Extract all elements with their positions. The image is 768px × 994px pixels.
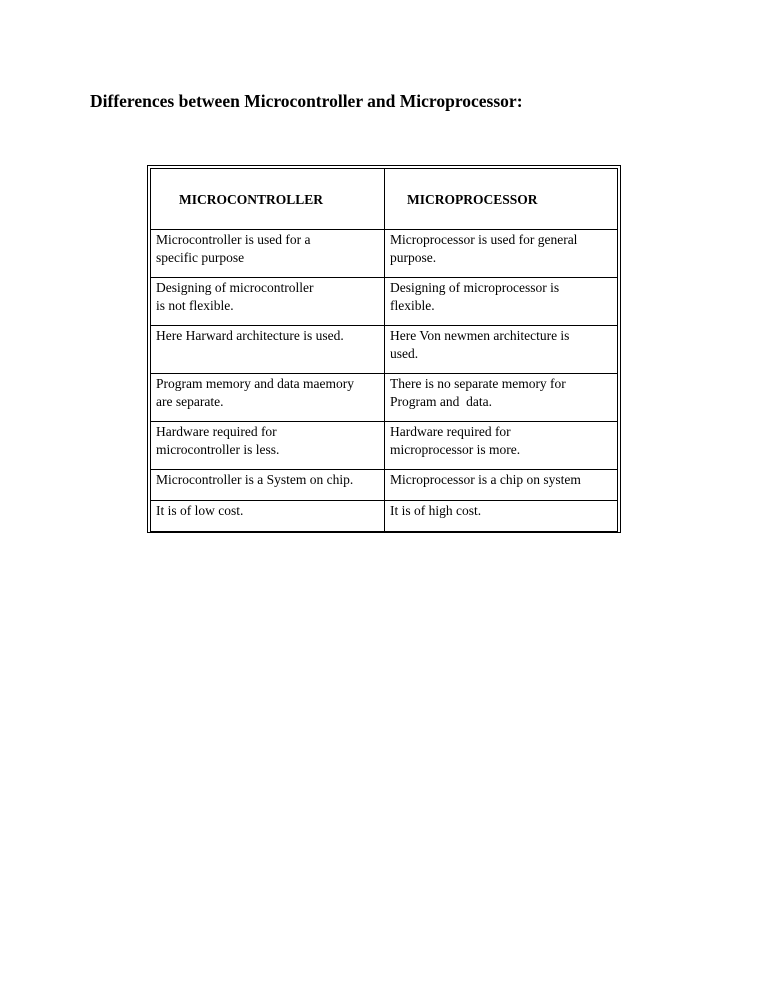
comparison-table bbox=[150, 168, 618, 532]
table-cell-microcontroller: Microcontroller is a System on chip. bbox=[151, 470, 385, 501]
table-cell-microprocessor: Designing of microprocessor is flexible. bbox=[385, 278, 618, 326]
table-row bbox=[151, 230, 618, 278]
table-cell-microprocessor: There is no separate memory for Program and data. bbox=[385, 374, 618, 422]
table-row bbox=[151, 326, 618, 374]
table-row bbox=[151, 422, 618, 470]
table-row bbox=[151, 501, 618, 532]
table-cell-microprocessor: Microprocessor is used for general purpose. bbox=[385, 230, 618, 278]
column-header-microprocessor: MICROPROCESSOR bbox=[385, 169, 618, 230]
table-cell-microcontroller: Here Harward architecture is used. bbox=[151, 326, 385, 374]
table-cell-microprocessor: Here Von newmen architecture is used. bbox=[385, 326, 618, 374]
table-cell-microprocessor: Microprocessor is a chip on system bbox=[385, 470, 618, 501]
table-cell-microcontroller: Hardware required for microcontroller is less. bbox=[151, 422, 385, 470]
table-cell-microcontroller: Microcontroller is used for a specific purpose bbox=[151, 230, 385, 278]
table-cell-microcontroller: It is of low cost. bbox=[151, 501, 385, 532]
page-title: Differences between Microcontroller and Microprocessor: bbox=[90, 91, 523, 111]
comparison-table-frame bbox=[147, 165, 621, 533]
table-cell-microcontroller: Designing of microcontroller is not flexible. bbox=[151, 278, 385, 326]
table-row bbox=[151, 470, 618, 501]
table-cell-microcontroller: Program memory and data maemory are separate. bbox=[151, 374, 385, 422]
table-header-row bbox=[151, 169, 618, 230]
column-header-microcontroller: MICROCONTROLLER bbox=[151, 169, 385, 230]
table-row bbox=[151, 278, 618, 326]
table-row bbox=[151, 374, 618, 422]
table-cell-microprocessor: Hardware required for microprocessor is more. bbox=[385, 422, 618, 470]
table-cell-microprocessor: It is of high cost. bbox=[385, 501, 618, 532]
